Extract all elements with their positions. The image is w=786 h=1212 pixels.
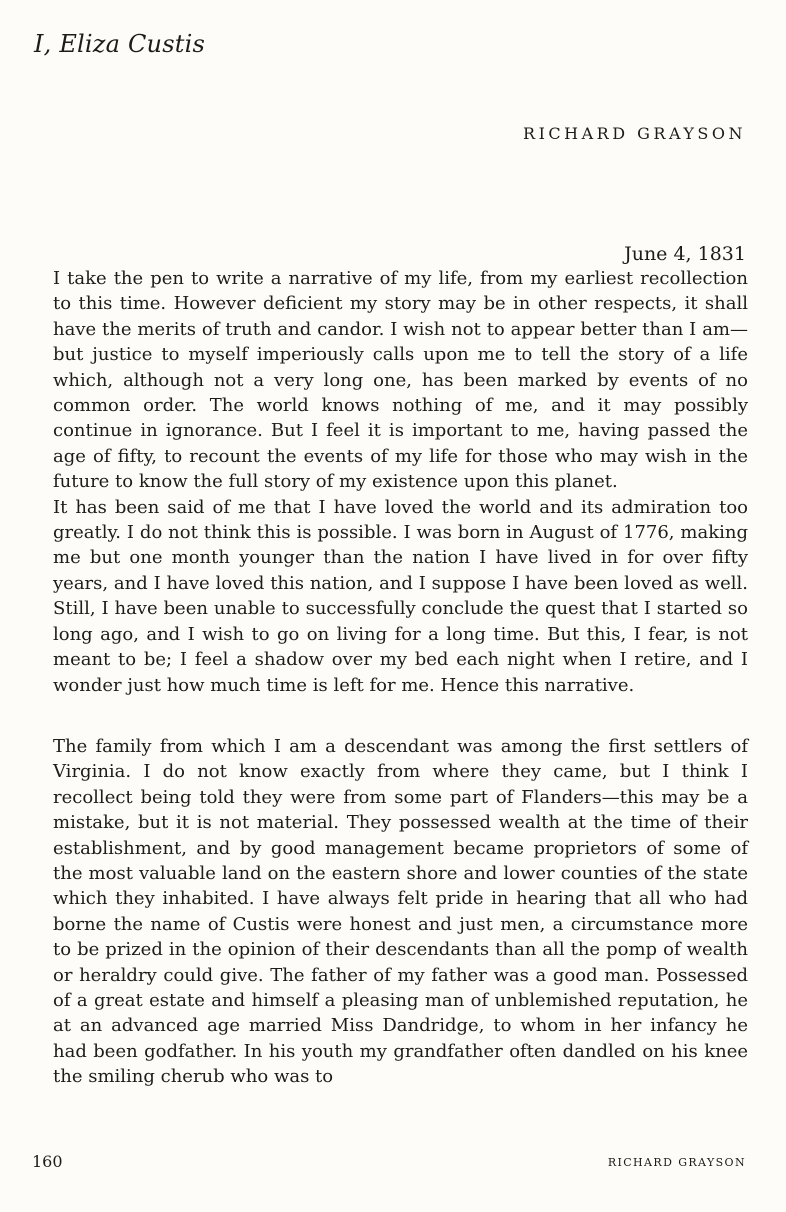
story-title: I, Eliza Custis bbox=[34, 30, 205, 58]
paragraph: I take the pen to write a narrative of my life, from my earliest recollection to this time. However deficient my story may be in other respects, it shall have the merits of truth and candor. I wish not to appear better than I am—but justice to myself imperiously calls upon me to tell the story of a life which, although not a very long one, has been marked by events of no common order. The world knows nothing of me, and it may possibly continue in ignorance. But I feel it is important to me, having passed the age of fifty, to recount the events of my life for those who may wish in the future to know the full story of my existence upon this planet. bbox=[53, 268, 748, 493]
author-name: RICHARD GRAYSON bbox=[523, 124, 746, 143]
paragraph: It has been said of me that I have loved the world and its admiration too greatly. I do not think this is possible. I was born in August of 1776, making me but one month younger than the nation I have lived in for over fifty years, and I have loved this nation, and I suppose I have been loved as well. Still, I have been unable to successfully conclude the quest that I started so long ago, and I wish to go on living for a long time. But this, I fear, is not meant to be; I feel a shadow over my bed each night when I retire, and I wonder just how much time is left for me. Hence this narrative. bbox=[53, 496, 748, 696]
entry-date: June 4, 1831 bbox=[624, 243, 746, 265]
paragraph: The family from which I am a descendant was among the first settlers of Virginia. I do not know exactly from where they came, but I think I recollect being told they were from some part of Flanders—this may be a mistake, but it is not material. They possessed wealth at the time of their establishment, and by good management became proprietors of some of the most valuable land on the eastern shore and lower counties of the state which they inhabited. I have always felt pride in hearing that all who had borne the name of Custis were honest and just men, a circumstance more to be prized in the opinion of their descendants than all the pomp of wealth or heraldry could give. The father of my father was a good man. Possessed of a great estate and himself a pleasing man of unblemished reputation, he at an advanced age married Miss Dandridge, to whom in her infancy he had been godfather. In his youth my grandfather often dandled on his knee the smiling cherub who was to bbox=[53, 735, 748, 1088]
narrative-body bbox=[53, 266, 748, 1090]
running-foot-author: RICHARD GRAYSON bbox=[607, 1156, 746, 1169]
page-number: 160 bbox=[32, 1152, 63, 1171]
